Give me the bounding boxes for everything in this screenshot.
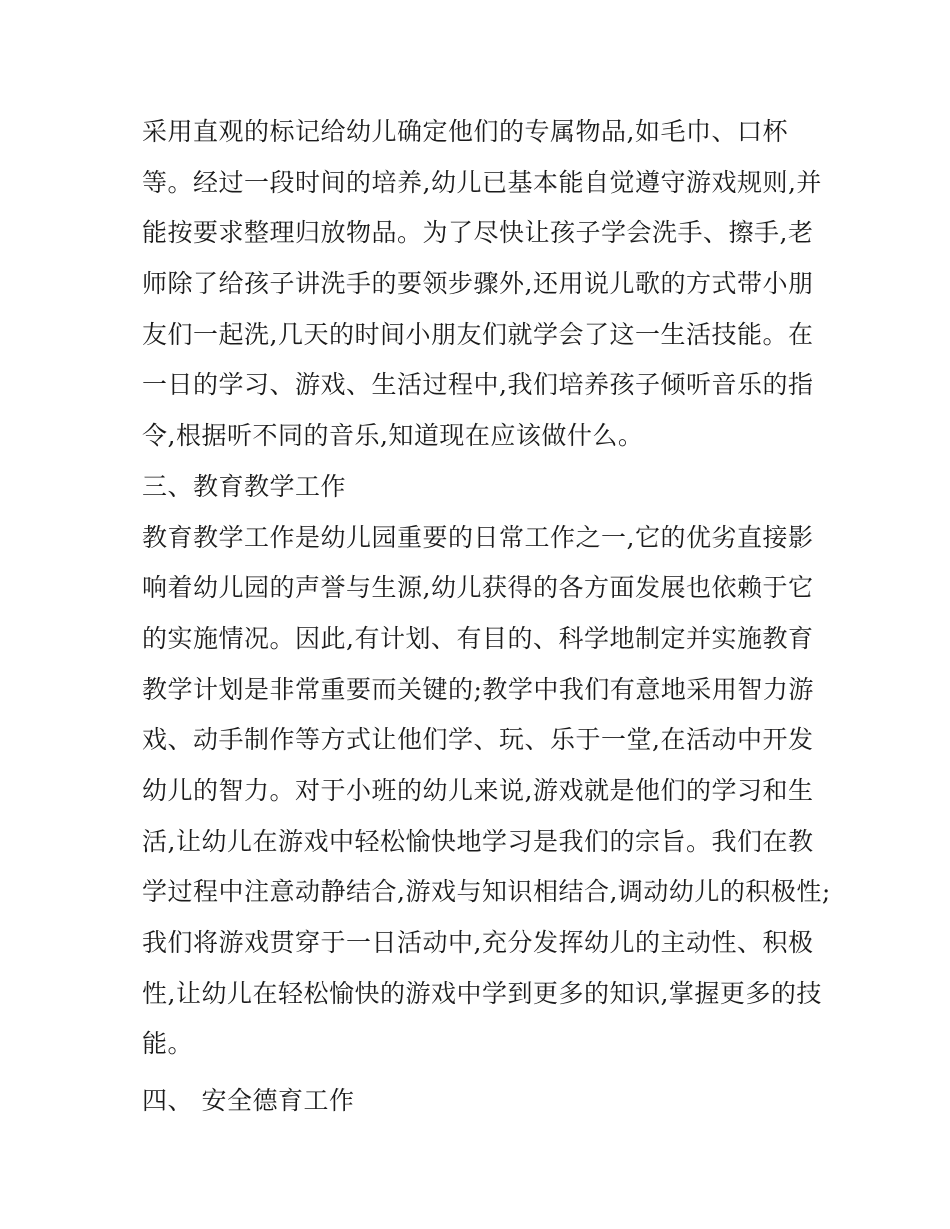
text-line: 能。 <box>142 1029 194 1059</box>
text-line: 活,让幼儿在游戏中轻松愉快地学习是我们的宗旨。我们在教 <box>142 826 814 856</box>
text-line: 学过程中注意动静结合,游戏与知识相结合,调动幼儿的积极性; <box>142 877 831 907</box>
text-line: 性,让幼儿在轻松愉快的游戏中学到更多的知识,掌握更多的技 <box>142 978 822 1008</box>
text-line: 师除了给孩子讲洗手的要领步骤外,还用说儿歌的方式带小朋 <box>142 269 814 299</box>
section-heading-teaching: 三、教育教学工作 <box>142 471 347 501</box>
text-line: 教学计划是非常重要而关键的;教学中我们有意地采用智力游 <box>142 674 814 704</box>
text-line: 一日的学习、游戏、生活过程中,我们培养孩子倾听音乐的指 <box>142 370 814 400</box>
section-heading-safety: 四、 安全德育工作 <box>142 1086 355 1116</box>
text-line: 教育教学工作是幼儿园重要的日常工作之一,它的优劣直接影 <box>142 522 814 552</box>
text-line: 令,根据听不同的音乐,知道现在应该做什么。 <box>142 421 644 451</box>
paragraph-daily-routine <box>142 107 822 462</box>
text-line: 我们将游戏贯穿于一日活动中,充分发挥幼儿的主动性、积极 <box>142 928 814 957</box>
text-line: 友们一起洗,几天的时间小朋友们就学会了这一生活技能。在 <box>142 319 814 349</box>
document-body <box>142 107 831 1127</box>
text-line: 能按要求整理归放物品。为了尽快让孩子学会洗手、擦手,老 <box>142 218 814 248</box>
text-line: 幼儿的智力。对于小班的幼儿来说,游戏就是他们的学习和生 <box>142 775 814 805</box>
text-line: 等。经过一段时间的培养,幼儿已基本能自觉遵守游戏规则,并 <box>142 167 822 197</box>
text-line: 戏、动手制作等方式让他们学、玩、乐于一堂,在活动中开发 <box>142 725 814 755</box>
text-line: 采用直观的标记给幼儿确定他们的专属物品,如毛巾、口杯 <box>142 117 788 146</box>
text-line: 的实施情况。因此,有计划、有目的、科学地制定并实施教育 <box>142 623 814 653</box>
text-line: 响着幼儿园的声誉与生源,幼儿获得的各方面发展也依赖于它 <box>142 573 814 603</box>
paragraph-teaching-work <box>142 513 831 1071</box>
